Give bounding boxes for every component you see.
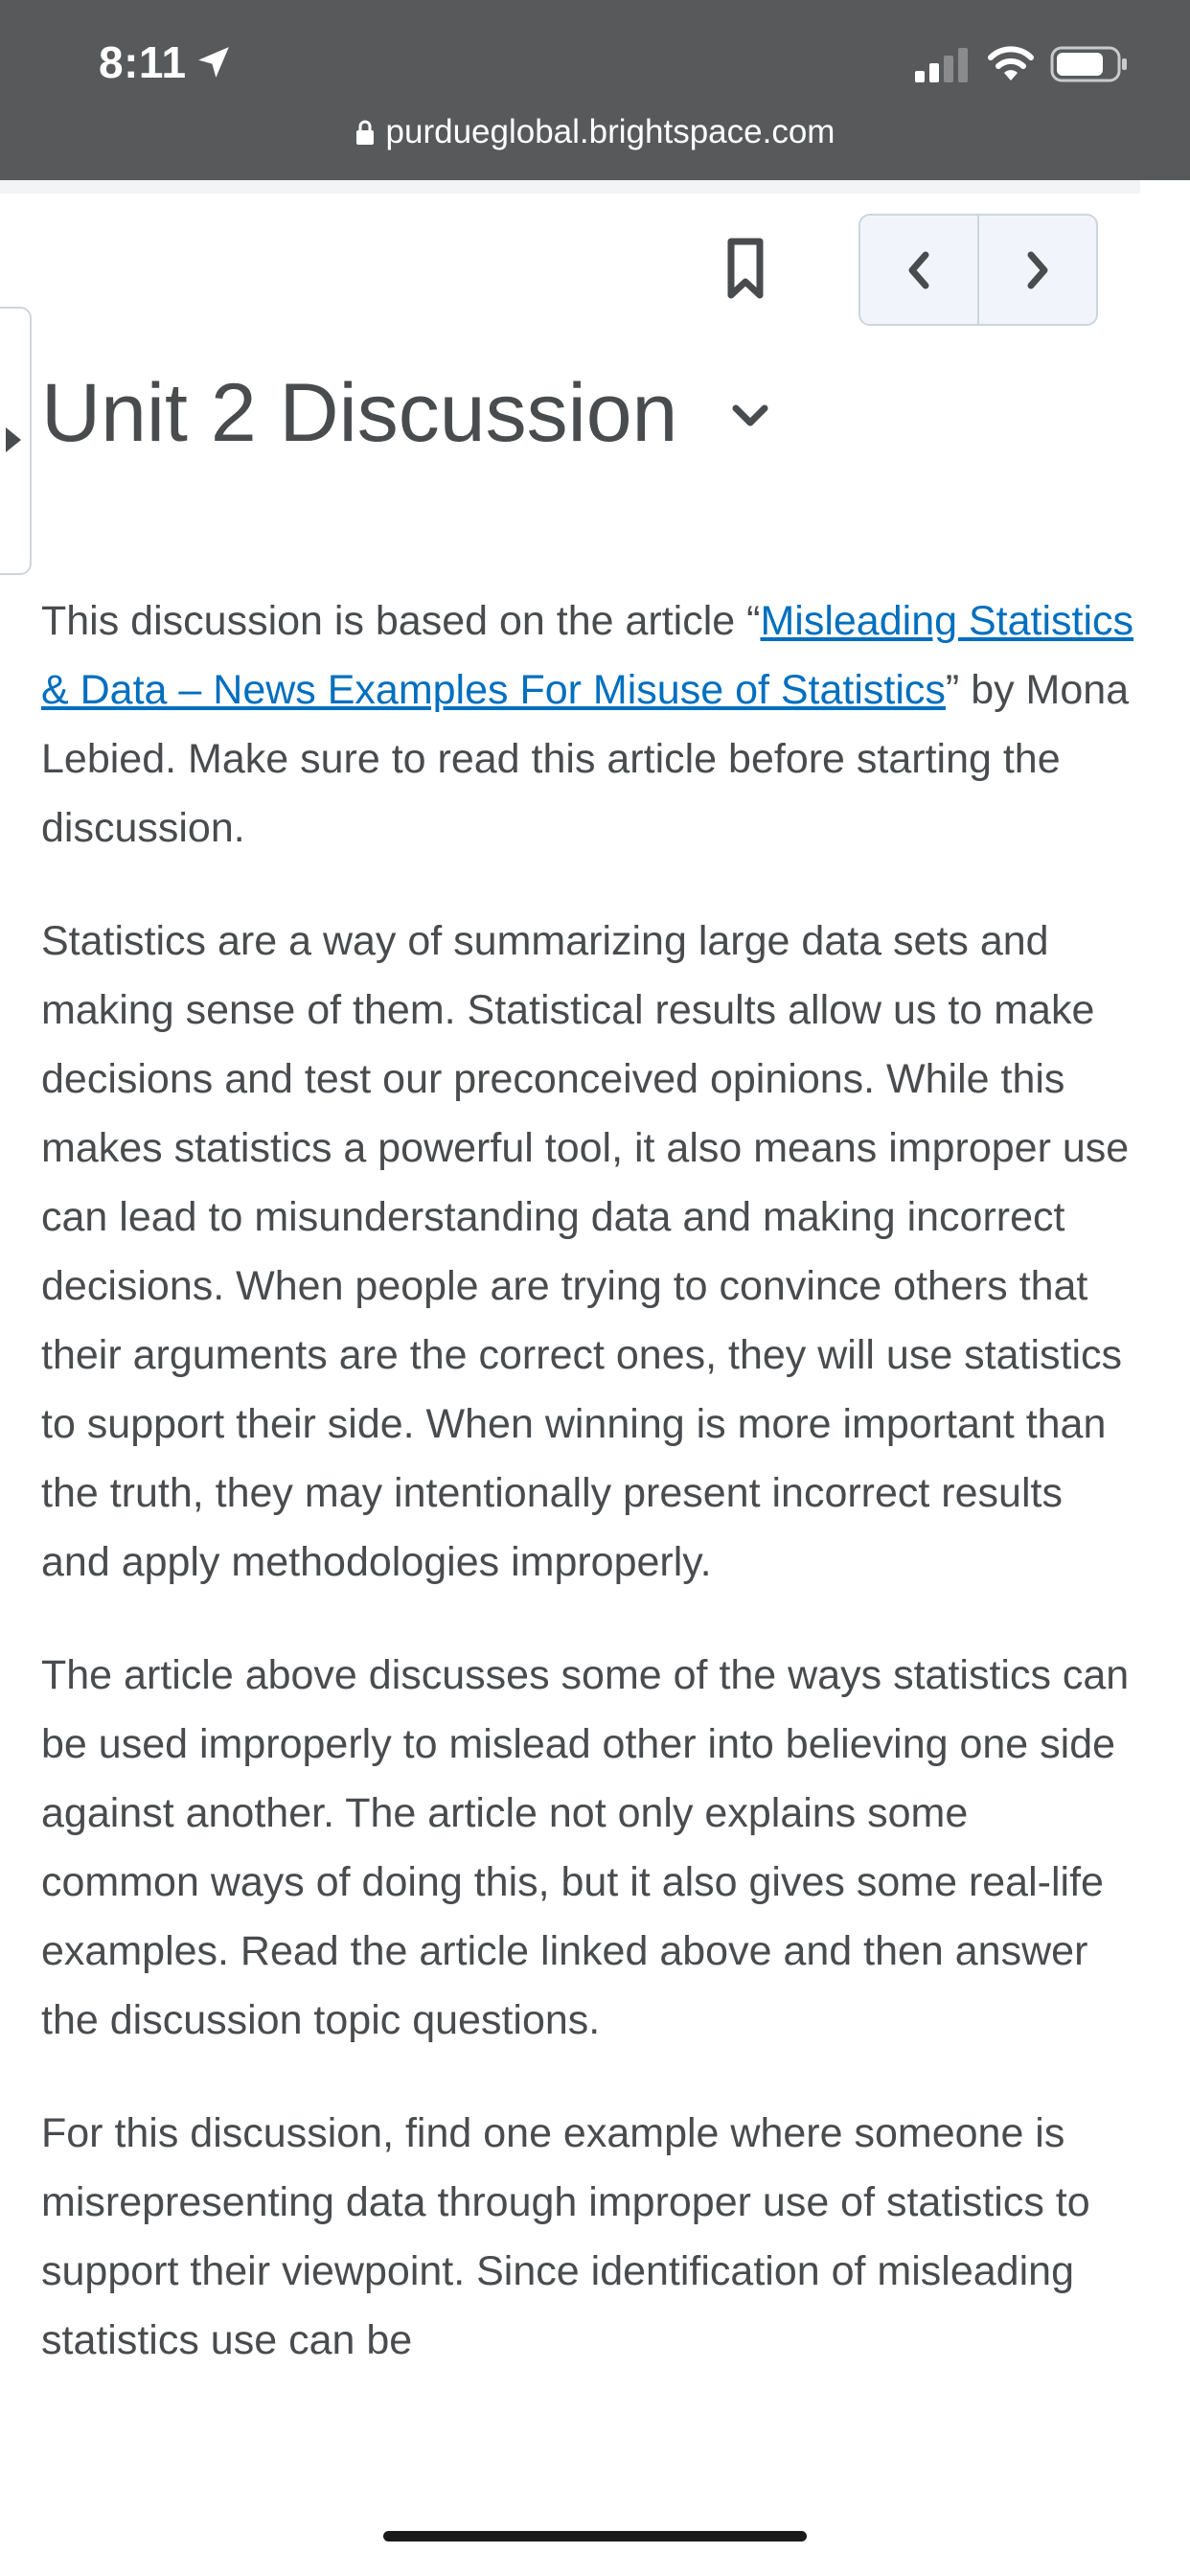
paragraph-task: For this discussion, find one example where someone is misrepresenting data through improper use of statistics to support their viewpoint. Since identification of misleading statistics use can be bbox=[41, 2110, 1090, 2363]
chevron-down-icon[interactable] bbox=[731, 402, 769, 429]
lock-icon bbox=[355, 119, 375, 146]
bookmark-icon[interactable] bbox=[721, 236, 770, 303]
battery-icon bbox=[1050, 46, 1129, 82]
previous-topic-button[interactable] bbox=[860, 216, 977, 324]
url-text: purdueglobal.brightspace.com bbox=[385, 113, 835, 150]
side-panel-toggle[interactable] bbox=[0, 307, 32, 575]
article-link[interactable]: Misleading Statistics & Data – News Examples For Misuse of Statistics bbox=[41, 598, 1134, 713]
status-time: 8:11 bbox=[99, 37, 187, 87]
signal-icon bbox=[915, 48, 969, 82]
discussion-description bbox=[41, 586, 1133, 2419]
page-title-row bbox=[41, 360, 769, 466]
page-title: Unit 2 Discussion bbox=[41, 367, 678, 459]
chevron-right-icon bbox=[1021, 249, 1054, 291]
wifi-icon bbox=[987, 44, 1035, 82]
chevron-left-icon bbox=[903, 249, 935, 291]
home-indicator bbox=[383, 2531, 807, 2542]
expand-arrow-icon bbox=[6, 427, 21, 452]
header-strip bbox=[0, 180, 1140, 194]
location-arrow-icon bbox=[195, 44, 232, 80]
status-bar bbox=[0, 0, 1190, 180]
intro-text: This discussion is based on the article “ bbox=[41, 598, 761, 644]
address-bar[interactable] bbox=[0, 113, 1190, 161]
paragraph-statistics: Statistics are a way of summarizing large data sets and making sense of them. Statistical results allow us to make decisions and test our preconceived opinions. While this makes statistics a powerful tool, it also means improper use can lead to misunderstanding data and making incorrect decisions. When people are trying to convince others that their arguments are the correct ones, they will use statistics to support their side. When winning is more important than the truth, they may intentionally present incorrect results and apply methodologies improperly. bbox=[41, 918, 1130, 1585]
topic-navigation bbox=[858, 214, 1098, 326]
paragraph-intro bbox=[41, 586, 1133, 862]
next-topic-button[interactable] bbox=[977, 216, 1096, 324]
intro-text-end: ” by Mona Lebied. Make sure to read this article before starting the discussion. bbox=[41, 667, 1130, 851]
paragraph-article: The article above discusses some of the ways statistics can be used improperly to mislead other into believing one side against another. The article not only explains some common ways of doing this, but it also gives some real-life examples. Read the article linked above and then answer the discussion topic questions. bbox=[41, 1652, 1130, 2043]
